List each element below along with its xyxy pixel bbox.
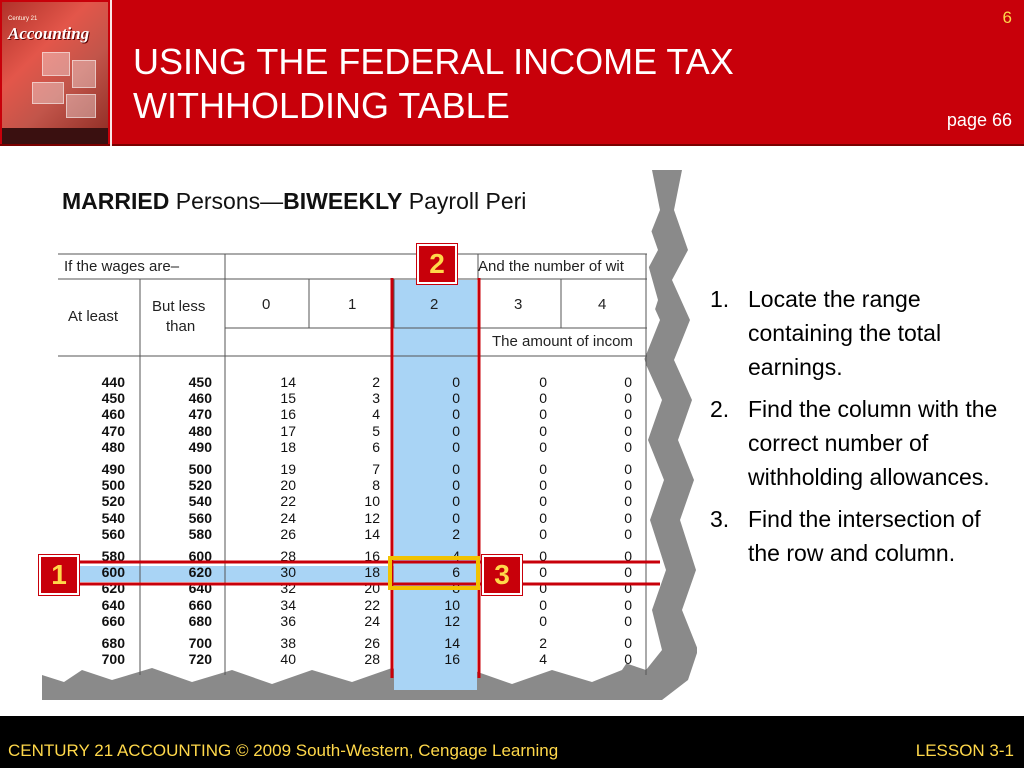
withholding-cell: 0 <box>624 422 632 439</box>
withholding-table-image <box>42 170 697 700</box>
wage-cell: 480 <box>101 438 125 455</box>
wage-cell: 500 <box>188 461 212 477</box>
withholding-cell: 5 <box>372 422 380 439</box>
withholding-cell: 0 <box>452 493 460 510</box>
withholding-cell: 17 <box>280 422 296 439</box>
withholding-cell: 0 <box>539 548 547 564</box>
wage-cell: 560 <box>188 509 212 526</box>
withholding-cell: 24 <box>280 509 296 526</box>
withholding-cell: 4 <box>372 406 380 423</box>
callout-1: 1 <box>39 555 79 595</box>
withholding-cell: 0 <box>539 422 547 439</box>
withholding-cell: 26 <box>280 525 296 542</box>
withholding-cell: 8 <box>372 477 380 494</box>
withholding-cell: 4 <box>452 548 460 564</box>
withholding-cell: 0 <box>539 493 547 510</box>
withholding-cell: 16 <box>364 548 380 564</box>
book-cover-image <box>2 2 108 144</box>
withholding-cell: 0 <box>624 564 632 581</box>
wage-cell: 700 <box>101 651 125 668</box>
withholding-cell: 36 <box>280 612 296 629</box>
withholding-cell: 0 <box>624 525 632 542</box>
withholding-cell: 12 <box>444 612 460 629</box>
wage-cell: 660 <box>188 596 212 613</box>
withholding-cell: 10 <box>444 596 460 613</box>
withholding-cell: 18 <box>280 438 296 455</box>
withholding-cell: 34 <box>280 596 296 613</box>
withholding-cell: 20 <box>364 580 380 597</box>
book-brand-top: Century 21 <box>8 16 38 22</box>
wages-header: If the wages are– <box>64 258 180 275</box>
withholding-cell: 0 <box>624 477 632 494</box>
withholding-cell: 0 <box>624 509 632 526</box>
instruction-step <box>710 282 1010 384</box>
slide-title <box>133 40 734 128</box>
withholding-cell: 4 <box>539 651 547 668</box>
wage-cell: 560 <box>101 525 125 542</box>
wage-cell: 520 <box>101 493 125 510</box>
withholding-cell: 26 <box>364 635 380 651</box>
withholding-cell: 2 <box>539 635 547 651</box>
wage-cell: 490 <box>188 438 212 455</box>
withholding-cell: 0 <box>624 461 632 477</box>
withholding-cell: 32 <box>280 580 296 597</box>
withholding-cell: 0 <box>624 635 632 651</box>
instruction-step <box>710 502 1010 570</box>
withholding-cell: 3 <box>372 390 380 407</box>
withholding-cell: 19 <box>280 461 296 477</box>
withholding-cell: 0 <box>452 461 460 477</box>
withholding-cell: 14 <box>280 374 296 390</box>
wage-cell: 470 <box>188 406 212 423</box>
withholding-cell: 0 <box>539 438 547 455</box>
table-title-persons: Persons— <box>169 188 284 214</box>
withholding-cell: 0 <box>624 580 632 597</box>
withholding-cell: 0 <box>624 493 632 510</box>
withholding-cell: 0 <box>539 406 547 423</box>
withholding-cell: 0 <box>539 461 547 477</box>
withholding-cell: 24 <box>364 612 380 629</box>
withholding-cell: 20 <box>280 477 296 494</box>
withholding-cell: 6 <box>372 438 380 455</box>
withholding-cell: 18 <box>364 564 380 581</box>
wage-cell: 640 <box>101 596 125 613</box>
wage-cell: 460 <box>101 406 125 423</box>
withholding-cell: 0 <box>624 438 632 455</box>
withholding-cell: 7 <box>372 461 380 477</box>
wage-cell: 540 <box>101 509 125 526</box>
callout-3: 3 <box>482 555 522 595</box>
withholding-cell: 0 <box>624 651 632 668</box>
withholding-cell: 12 <box>364 509 380 526</box>
withholding-cell: 40 <box>280 651 296 668</box>
at-least-header: At least <box>68 308 119 325</box>
withholding-cell: 0 <box>539 477 547 494</box>
step-number: 1. <box>710 286 730 312</box>
wage-cell: 520 <box>188 477 212 494</box>
step-text: Find the intersection of the row and column. <box>748 506 981 566</box>
slide-header <box>0 0 1024 146</box>
withholding-cell: 6 <box>452 564 460 581</box>
footer-copyright: CENTURY 21 ACCOUNTING © 2009 South-Western, Cengage Learning <box>8 741 559 760</box>
callout-2: 2 <box>417 244 457 284</box>
wage-cell: 720 <box>188 651 212 668</box>
withholding-cell: 0 <box>539 596 547 613</box>
withholding-cell: 2 <box>372 374 380 390</box>
slide-title-line1: USING THE FEDERAL INCOME TAX <box>133 41 734 82</box>
step-text: Locate the range containing the total earnings. <box>748 286 942 380</box>
withholding-cell: 10 <box>364 493 380 510</box>
withholding-cell: 28 <box>280 548 296 564</box>
withholding-cell: 0 <box>452 438 460 455</box>
allowance-col-3: 3 <box>514 296 523 313</box>
withholding-cell: 15 <box>280 390 296 407</box>
withholding-cell: 0 <box>452 374 460 390</box>
header-divider <box>110 0 112 146</box>
wage-cell: 470 <box>101 422 125 439</box>
withholding-cell: 2 <box>452 525 460 542</box>
step-number: 3. <box>710 506 730 532</box>
withholding-cell: 0 <box>624 390 632 407</box>
allowances-header: And the number of wit <box>478 258 624 275</box>
wage-cell: 660 <box>101 612 125 629</box>
wage-cell: 620 <box>101 580 125 597</box>
but-less-header-line2: than <box>166 318 196 335</box>
withholding-cell: 22 <box>364 596 380 613</box>
withholding-cell: 0 <box>624 374 632 390</box>
wage-cell: 440 <box>101 374 125 390</box>
withholding-cell: 8 <box>452 580 460 597</box>
wage-cell: 460 <box>188 390 212 407</box>
wage-cell: 640 <box>188 580 212 597</box>
withholding-cell: 0 <box>539 580 547 597</box>
footer-lesson: LESSON 3-1 <box>915 741 1014 760</box>
wage-cell: 600 <box>101 564 125 581</box>
wage-cell: 490 <box>101 461 125 477</box>
withholding-cell: 0 <box>624 612 632 629</box>
table-title-payroll: Payroll Peri <box>402 188 527 214</box>
withholding-cell: 0 <box>539 509 547 526</box>
step-text: Find the column with the correct number of withholding allowances. <box>748 396 998 490</box>
allowance-col-0: 0 <box>262 296 271 313</box>
withholding-cell: 16 <box>280 406 296 423</box>
withholding-cell: 0 <box>452 406 460 423</box>
wage-cell: 450 <box>101 390 125 407</box>
table-content <box>42 170 697 700</box>
book-brand: Accounting <box>8 24 90 43</box>
withholding-cell: 0 <box>539 374 547 390</box>
withholding-cell: 28 <box>364 651 380 668</box>
table-title-married: MARRIED <box>62 188 170 214</box>
wage-cell: 540 <box>188 493 212 510</box>
slide-footer <box>0 716 1024 768</box>
annotation-lines <box>42 170 697 700</box>
wage-cell: 480 <box>188 422 212 439</box>
withholding-cell: 16 <box>444 651 460 668</box>
withholding-cell: 0 <box>539 612 547 629</box>
step-number: 2. <box>710 396 730 422</box>
withholding-cell: 38 <box>280 635 296 651</box>
withholding-cell: 0 <box>539 390 547 407</box>
instruction-step <box>710 392 1010 494</box>
withholding-cell: 0 <box>452 477 460 494</box>
table-title-biweekly: BIWEEKLY <box>283 188 403 214</box>
wage-cell: 600 <box>188 548 212 564</box>
wage-cell: 580 <box>188 525 212 542</box>
wage-cell: 680 <box>188 612 212 629</box>
allowance-col-1: 1 <box>348 296 357 313</box>
amount-header: The amount of incom <box>492 333 633 350</box>
slide-number: 6 <box>1002 8 1012 27</box>
withholding-cell: 0 <box>452 509 460 526</box>
slide-title-line2: WITHHOLDING TABLE <box>133 85 510 126</box>
instruction-list <box>710 282 1010 578</box>
allowance-col-4: 4 <box>598 296 607 313</box>
wage-cell: 620 <box>188 564 212 581</box>
wage-cell: 450 <box>188 374 212 390</box>
withholding-cell: 14 <box>364 525 380 542</box>
withholding-cell: 22 <box>280 493 296 510</box>
withholding-cell: 0 <box>539 525 547 542</box>
withholding-cell: 0 <box>452 390 460 407</box>
withholding-cell: 14 <box>444 635 460 651</box>
withholding-cell: 0 <box>624 548 632 564</box>
allowance-col-2: 2 <box>430 296 439 313</box>
withholding-cell: 0 <box>624 596 632 613</box>
withholding-cell: 30 <box>280 564 296 581</box>
withholding-cell: 0 <box>624 406 632 423</box>
wage-cell: 680 <box>101 635 125 651</box>
wage-cell: 580 <box>101 548 125 564</box>
but-less-header-line1: But less <box>152 298 206 315</box>
wage-cell: 700 <box>188 635 212 651</box>
wage-cell: 500 <box>101 477 125 494</box>
withholding-cell: 0 <box>539 564 547 581</box>
withholding-cell: 0 <box>452 422 460 439</box>
page-reference: page 66 <box>946 110 1012 130</box>
